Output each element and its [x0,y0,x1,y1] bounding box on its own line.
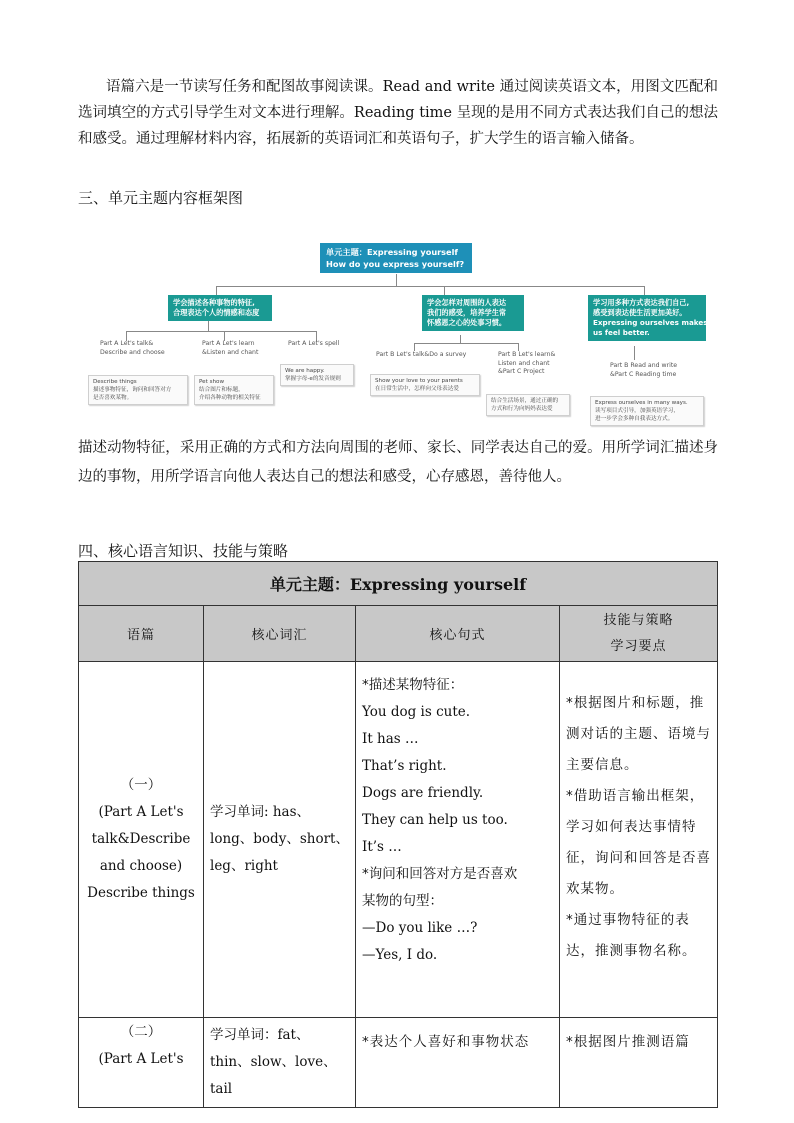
row1-text-cell: （一） (Part A Let's talk&Describe and choose) Describe things [79,662,204,1018]
branch-2-node: 学会怎样对周围的人表达 我们的感受，培养学生常 怀感恩之心的处事习惯。 [422,295,524,331]
branch-1-part-3-label: Part A Let's spell [288,340,340,347]
row1-sentences-cell: *描述某物特征： You dog is cute. It has … That’s right. Dogs are friendly. They can help us too. It’s … *询问和回答对方是否喜欢 某物的句型： —Do you like …? —Yes, I do. [356,662,560,1018]
branch-1-node: 学会描述各种事物的特征, 合理表达个人的情感和态度 [168,295,272,321]
branch-2-part-1-label: Part B Let's talk&Do a survey [376,351,467,358]
table-row [79,662,718,1018]
row1-skills-cell: *根据图片和标题，推测对话的主题、语境与主要信息。 *借助语言输出框架，学习如何表达事情特征，询问和回答是否喜欢某物。 *通过事物特征的表达，推测事物名称。 [560,662,718,1018]
branch-1-part-2-label: Part A Let's learn &Listen and chant [202,340,259,356]
header-skills: 技能与策略 学习要点 [560,606,718,662]
core-language-table [78,561,718,1108]
table-header-row [79,606,718,662]
unit-framework-diagram [78,236,718,432]
section-heading-core-language: 四、核心语言知识、技能与策略 [78,542,289,560]
branch-1-part-1-label: Part A Let's talk& Describe and choose [100,340,165,356]
branch-1-part-2-box: Pet show 结合图片和标题， 介绍各种动物的相关特征 [194,375,274,405]
row1-vocabulary-cell: 学习单词: has、long、body、short、leg、right [204,662,356,1018]
intro-paragraph: 语篇六是一节读写任务和配图故事阅读课。Read and write 通过阅读英语文本，用图文匹配和选词填空的方式引导学生对文本进行理解。Reading time 呈现的是用不同方式表达我们自己的想法和感受。通过理解材料内容，拓展新的英语词汇和英语句子，扩大学生的语言输入储备。 [78,79,718,147]
row2-skills-cell: *根据图片推测语篇 [560,1018,718,1108]
branch-2-part-2-label: Part B Let's learn& Listen and chant &Part C Project [498,351,556,375]
summary-paragraph: 描述动物特征，采用正确的方式和方法向周围的老师、家长、同学表达自己的爱。用所学词汇描述身边的事物，用所学语言向他人表达自己的想法和感受，心存感恩，善待他人。 [78,440,718,485]
branch-3-part-1-label: Part B Read and write &Part C Reading time [610,362,678,378]
row2-text-cell: （二） (Part A Let's [79,1018,204,1108]
diagram-root-node: 单元主题：Expressing yourself How do you express yourself? [320,243,472,273]
branch-2-part-1-box: Show your love to your parents 在日常生活中，怎样向父母表达爱 [370,374,480,396]
header-vocabulary: 核心词汇 [204,606,356,662]
branch-2-part-2-box: 结合生活场景，通过正确的 方式和行为向妈妈表达爱 [486,394,570,416]
branch-3-part-1-box: Express ourselves in many ways. 读写项目式引导，加强英语学习， 进一步学会多种自我表达方式。 [590,396,704,426]
branch-1-part-1-box: Describe things 描述事物特征，询问和回答对方 是否喜欢某物。 [88,375,188,405]
branch-1-part-3-box: We are happy. 掌握字母-e的发音规则 [280,364,354,386]
table-row [79,1018,718,1108]
table-title-row [79,562,718,606]
section-heading-framework: 三、单元主题内容框架图 [78,189,244,207]
header-sentences: 核心句式 [356,606,560,662]
table-title: 单元主题：Expressing yourself [79,562,718,606]
row2-sentences-cell: *表达个人喜好和事物状态 [356,1018,560,1108]
branch-3-node: 学习用多种方式表达我们自己, 感受到表达使生活更加美好。 Expressing ourselves makes us feel better. [588,295,706,341]
row2-vocabulary-cell: 学习单词：fat、thin、slow、love、tail [204,1018,356,1108]
header-text: 语篇 [79,606,204,662]
